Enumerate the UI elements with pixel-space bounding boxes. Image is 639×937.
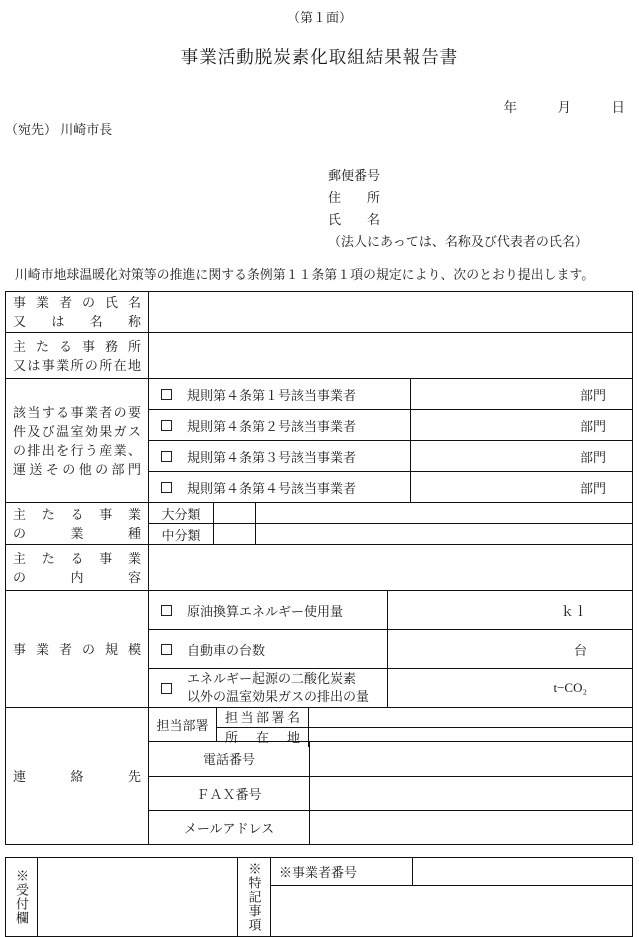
ghg-amount-field[interactable] [388, 669, 632, 707]
special-notes-label: ※特記事項 [238, 858, 271, 936]
applicant-block [328, 165, 639, 253]
submission-statement: 川崎市地球温暖化対策等の推進に関する条例第１１条第１項の規定により、次のとおり提出します。 [2, 268, 595, 282]
phone-label: 電話番号 [149, 742, 310, 775]
sector-unit-label: 部門 [579, 480, 606, 496]
date-line: 年 月 日 [503, 100, 625, 115]
checkbox-icon[interactable] [161, 420, 172, 431]
sector-unit-label: 部門 [579, 449, 606, 465]
department-name-row [217, 708, 632, 727]
major-class-code-field[interactable] [214, 503, 256, 523]
contact-department-block [149, 708, 632, 745]
category-option-label: 規則第４条第１号該当事業者 [187, 387, 357, 403]
office-location-label: 主たる事務所 又は事業所の所在地 [6, 333, 149, 378]
business-number-row [271, 858, 632, 886]
scale-energy-row [149, 591, 632, 629]
scale-ghg-row [149, 668, 632, 707]
major-class-label: 大分類 [149, 503, 214, 523]
business-description-field[interactable] [149, 545, 632, 590]
category-row-3 [149, 440, 632, 471]
row-business-description [6, 544, 632, 590]
ghg-option-label-line1: エネルギー起源の二酸化炭素 [187, 671, 357, 686]
reception-field[interactable] [38, 858, 238, 936]
fax-label: ＦＡＸ番号 [149, 777, 310, 810]
department-name-field[interactable] [309, 708, 632, 727]
row-office-location [6, 332, 632, 378]
checkbox-icon[interactable] [161, 605, 172, 616]
business-number-label: ※事業者番号 [271, 858, 413, 885]
email-label: メールアドレス [149, 811, 310, 844]
vehicle-unit-label: 台 [573, 642, 587, 658]
sector-field[interactable] [411, 441, 632, 471]
checkbox-icon[interactable] [161, 451, 172, 462]
industry-type-label: 主たる事業 の業種 [6, 503, 149, 544]
sector-field[interactable] [411, 410, 632, 440]
row-contact [6, 707, 632, 844]
fax-field[interactable] [310, 777, 632, 810]
category-option-label: 規則第４条第４号該当事業者 [187, 480, 357, 496]
department-label: 担当部署 [149, 708, 217, 741]
phone-row [149, 741, 632, 775]
business-scale-label: 事業者の規模 [6, 591, 149, 707]
fax-row [149, 776, 632, 810]
contact-label: 連絡先 [6, 708, 149, 844]
email-field[interactable] [310, 811, 632, 844]
checkbox-icon[interactable] [161, 482, 172, 493]
ghg-unit-label: t−CO₂ [553, 680, 587, 695]
industry-major-row [149, 503, 632, 523]
postal-code-label: 郵便番号 [328, 168, 381, 183]
energy-amount-field[interactable] [388, 591, 632, 629]
major-class-field[interactable] [256, 503, 632, 523]
row-industry-type [6, 502, 632, 544]
business-name-label: 事業者の氏名 又は名称 [6, 292, 149, 332]
energy-unit-label: ｋｌ [560, 603, 587, 619]
checkbox-icon[interactable] [161, 683, 172, 694]
category-row-2 [149, 409, 632, 440]
vehicle-count-field[interactable] [388, 630, 632, 668]
row-category [6, 378, 632, 502]
row-business-scale [6, 590, 632, 707]
sector-unit-label: 部門 [579, 418, 606, 434]
category-row-4 [149, 471, 632, 502]
corporation-note: （法人にあっては、名称及び代表者の氏名） [328, 234, 588, 249]
category-row-1 [149, 379, 632, 409]
middle-class-field[interactable] [256, 524, 632, 544]
category-option-label: 規則第４条第３号該当事業者 [187, 449, 357, 465]
sector-field[interactable] [411, 472, 632, 502]
scale-option-label: 原油換算エネルギー使用量 [187, 603, 344, 619]
category-label: 該当する事業者の要 件及び温室効果ガス の排出を行う産業、 運送その他の部門 [6, 379, 149, 502]
reception-column-label: ※受付欄 [6, 858, 38, 936]
email-row [149, 810, 632, 844]
address-label: 住 所 [328, 190, 381, 205]
middle-class-code-field[interactable] [214, 524, 256, 544]
name-label: 氏 名 [328, 212, 381, 227]
business-description-label: 主たる事業 の内容 [6, 545, 149, 590]
sheet-number-label: （第１面） [286, 10, 352, 25]
industry-middle-row [149, 523, 632, 544]
checkbox-icon[interactable] [161, 389, 172, 400]
category-option-label: 規則第４条第２号該当事業者 [187, 418, 357, 434]
sector-unit-label: 部門 [579, 387, 606, 403]
sector-field[interactable] [411, 379, 632, 409]
row-business-name [6, 292, 632, 332]
ghg-option-label-line2: 以外の温室効果ガスの排出の量 [187, 689, 370, 704]
department-address-label: 所在地 [225, 730, 300, 745]
scale-vehicles-row [149, 629, 632, 668]
report-form-table [5, 291, 633, 845]
business-name-field[interactable] [149, 292, 632, 332]
addressee-line: （宛先） 川崎市長 [5, 122, 113, 137]
scale-option-label: 自動車の台数 [187, 642, 266, 658]
special-notes-field[interactable] [271, 886, 632, 936]
office-location-field[interactable] [149, 333, 632, 378]
checkbox-icon[interactable] [161, 644, 172, 655]
phone-field[interactable] [310, 742, 632, 775]
department-name-label: 担当部署名 [225, 710, 300, 725]
page-title: 事業活動脱炭素化取組結果報告書 [180, 47, 459, 67]
office-use-table [5, 857, 633, 937]
middle-class-label: 中分類 [149, 524, 214, 544]
business-number-field[interactable] [413, 858, 632, 885]
